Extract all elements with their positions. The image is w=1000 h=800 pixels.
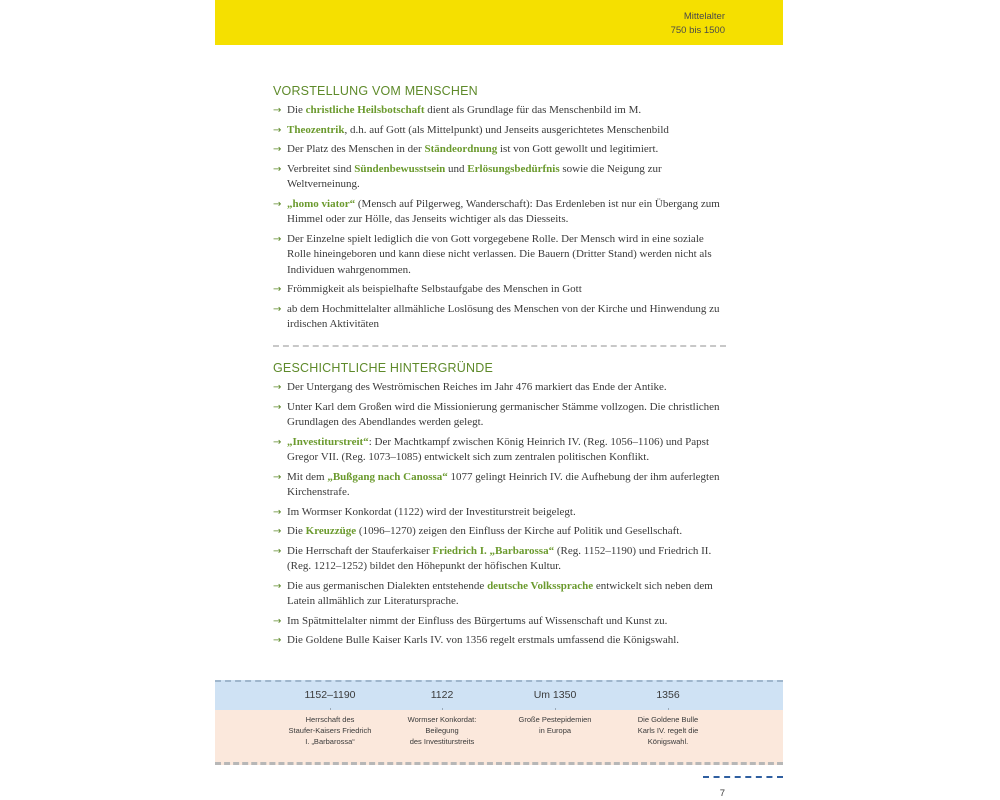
arrow-right-icon: → — [273, 436, 282, 448]
list-item — [273, 435, 728, 466]
list-item — [273, 614, 728, 630]
list-item — [273, 162, 728, 193]
item-text: Der Platz des Menschen in der — [287, 143, 425, 155]
highlighted-term: Ständeordnung — [424, 143, 498, 155]
arrow-right-icon: → — [273, 545, 282, 557]
item-text: Die Herrschaft der Stauferkaiser — [287, 544, 433, 557]
arrow-right-icon: → — [273, 144, 282, 155]
item-text: Im Spätmittelalter nimmt der Einfluss des Bürgertums auf Wissenschaft und Kunst zu. — [287, 614, 668, 627]
arrow-right-icon: → — [273, 233, 282, 245]
item-text: Im Wormser Konkordat (1122) wird der Investiturstreit beigelegt. — [287, 505, 576, 518]
timeline-desc-line: Karls IV. regelt die — [637, 726, 699, 735]
section-divider — [273, 345, 726, 347]
arrow-right-icon: → — [273, 163, 282, 175]
timeline-date: Um 1350 — [533, 689, 577, 701]
item-text: Die — [287, 525, 306, 537]
list-item — [273, 197, 728, 228]
highlighted-term: Theozentrik — [287, 123, 345, 136]
highlighted-term: Kreuzzüge — [305, 525, 357, 537]
timeline-desc-line: Königswahl. — [647, 737, 689, 746]
item-text: : Der Machtkampf zwischen König Heinrich IV. (Reg. 1056–1106) und Papst Gregor VII. (Reg. 1073–1085) entwickelt sich zum zentralen politischen Konflikt. — [287, 435, 710, 463]
timeline-desc-line: Große Pestepidemien — [518, 715, 592, 724]
list-item — [273, 282, 728, 298]
item-text: Der Einzelne spielt lediglich die von Gott vorgegebene Rolle. Der Mensch wird in eine soziale Rolle hineingeboren und kann diese nicht verlassen. Die Bauern (Dritter Stand) werden nicht als Individuen wahrgenommen. — [287, 232, 712, 276]
timeline-desc — [623, 714, 713, 747]
arrow-right-icon: → — [273, 635, 282, 646]
item-text: Die — [287, 104, 306, 116]
list-item — [273, 400, 728, 431]
list-item — [273, 633, 728, 649]
highlighted-term: „Bußgang nach Canossa“ — [327, 470, 448, 483]
era-label — [671, 10, 725, 38]
item-text: Unter Karl dem Großen wird die Missionierung germanischer Stämme vollzogen. Die christlichen Grundlagen des Abendlandes werden gelegt. — [287, 400, 720, 428]
section-title-menschenbild: VORSTELLUNG VOM MENSCHEN — [273, 84, 478, 98]
item-text: ab dem Hochmittelalter allmähliche Loslösung des Menschen von der Kirche und Hinwendung zu irdischen Aktivitäten — [287, 302, 720, 330]
arrow-right-icon: → — [273, 284, 282, 295]
arrow-right-icon: → — [273, 580, 282, 592]
timeline-desc-line: Herrschaft des — [305, 715, 355, 724]
arrow-right-icon: → — [273, 382, 282, 393]
item-text: und — [445, 162, 468, 175]
item-text: ist von Gott gewollt und legitimiert. — [497, 143, 659, 155]
list-item — [273, 103, 728, 119]
item-text: Der Untergang des Weströmischen Reiches im Jahr 476 markiert das Ende der Antike. — [287, 381, 667, 393]
menschenbild-list — [273, 103, 728, 337]
highlighted-term: Erlösungsbedürfnis — [467, 162, 560, 175]
timeline-desc-line: Wormser Konkordat: — [407, 715, 477, 724]
list-item — [273, 142, 728, 158]
list-item — [273, 123, 728, 139]
arrow-right-icon: → — [273, 401, 282, 413]
item-text: 1077 gelingt Heinrich IV. die Aufhebung der ihm auferlegten Kirchenstrafe. — [287, 470, 720, 498]
page-number-rule — [703, 776, 783, 778]
timeline-date: 1122 — [430, 689, 454, 701]
item-text: Frömmigkeit als beispielhafte Selbstaufgabe des Menschen in Gott — [287, 283, 582, 295]
timeline-date: 1356 — [656, 689, 680, 701]
arrow-right-icon: → — [273, 506, 282, 518]
list-item — [273, 544, 728, 575]
timeline-desc-line: Staufer-Kaisers Friedrich — [288, 726, 372, 735]
timeline-desc-line: in Europa — [538, 726, 572, 735]
list-item — [273, 302, 728, 333]
timeline-descriptions-bar — [215, 710, 783, 765]
list-item — [273, 470, 728, 501]
chapter-header-band — [215, 0, 783, 45]
arrow-right-icon: → — [273, 303, 282, 315]
section-title-hintergruende: GESCHICHTLICHE HINTERGRÜNDE — [273, 361, 493, 375]
timeline-desc-line: Beilegung — [425, 726, 459, 735]
timeline-desc-line: Die Goldene Bulle — [637, 715, 699, 724]
arrow-right-icon: → — [273, 526, 282, 537]
item-text: (Mensch auf Pilgerweg, Wanderschaft): Das Erdenleben ist nur ein Übergang zum Himmel oder zur Hölle, das Jenseits wichtiger als das Diesseits. — [287, 197, 720, 225]
item-text: Die Goldene Bulle Kaiser Karls IV. von 1356 regelt erstmals umfassend die Königswahl. — [287, 634, 680, 646]
item-text: sowie die Neigung zur Weltverneinung. — [287, 162, 662, 190]
list-item — [273, 505, 728, 521]
timeline-desc-line: des Investiturstreits — [409, 737, 475, 746]
timeline-desc — [510, 714, 600, 736]
page-number: 7 — [719, 788, 725, 799]
arrow-right-icon: → — [273, 124, 282, 136]
highlighted-term: Sündenbewusstsein — [354, 162, 446, 175]
highlighted-term: „Investiturstreit“ — [287, 435, 369, 448]
list-item — [273, 232, 728, 279]
timeline-desc — [397, 714, 487, 747]
timeline-dates-bar — [215, 680, 783, 711]
item-text: (Reg. 1152–1190) und Friedrich II. (Reg. 1212–1252) bildet den Höhepunkt der höfischen Kultur. — [287, 544, 712, 572]
item-text: Verbreitet sind — [287, 162, 355, 175]
arrow-right-icon: → — [273, 105, 282, 116]
hintergruende-list — [273, 380, 728, 653]
timeline-desc — [285, 714, 375, 747]
arrow-right-icon: → — [273, 471, 282, 483]
item-text: entwickelt sich neben dem Latein allmählich zur Literatursprache. — [287, 579, 713, 607]
item-text: (1096–1270) zeigen den Einfluss der Kirche auf Politik und Gesellschaft. — [356, 525, 683, 537]
era-range: 750 bis 1500 — [670, 25, 725, 36]
timeline-desc-line: I. „Barbarossa“ — [305, 737, 355, 746]
era-title: Mittelalter — [683, 11, 725, 22]
highlighted-term: Friedrich I. „Barbarossa“ — [432, 544, 555, 557]
highlighted-term: „homo viator“ — [287, 197, 356, 210]
highlighted-term: deutsche Volkssprache — [487, 579, 594, 592]
list-item — [273, 579, 728, 610]
timeline-date: 1152–1190 — [304, 689, 356, 701]
book-page — [215, 0, 783, 800]
item-text: Mit dem — [287, 470, 328, 483]
list-item — [273, 524, 728, 540]
list-item — [273, 380, 728, 396]
arrow-right-icon: → — [273, 198, 282, 210]
item-text: Die aus germanischen Dialekten entstehende — [287, 579, 488, 592]
highlighted-term: christliche Heilsbotschaft — [305, 104, 425, 116]
arrow-right-icon: → — [273, 615, 282, 627]
item-text: , d.h. auf Gott (als Mittelpunkt) und Jenseits ausgerichtetes Menschenbild — [344, 123, 669, 136]
item-text: dient als Grundlage für das Menschenbild im M. — [424, 104, 642, 116]
